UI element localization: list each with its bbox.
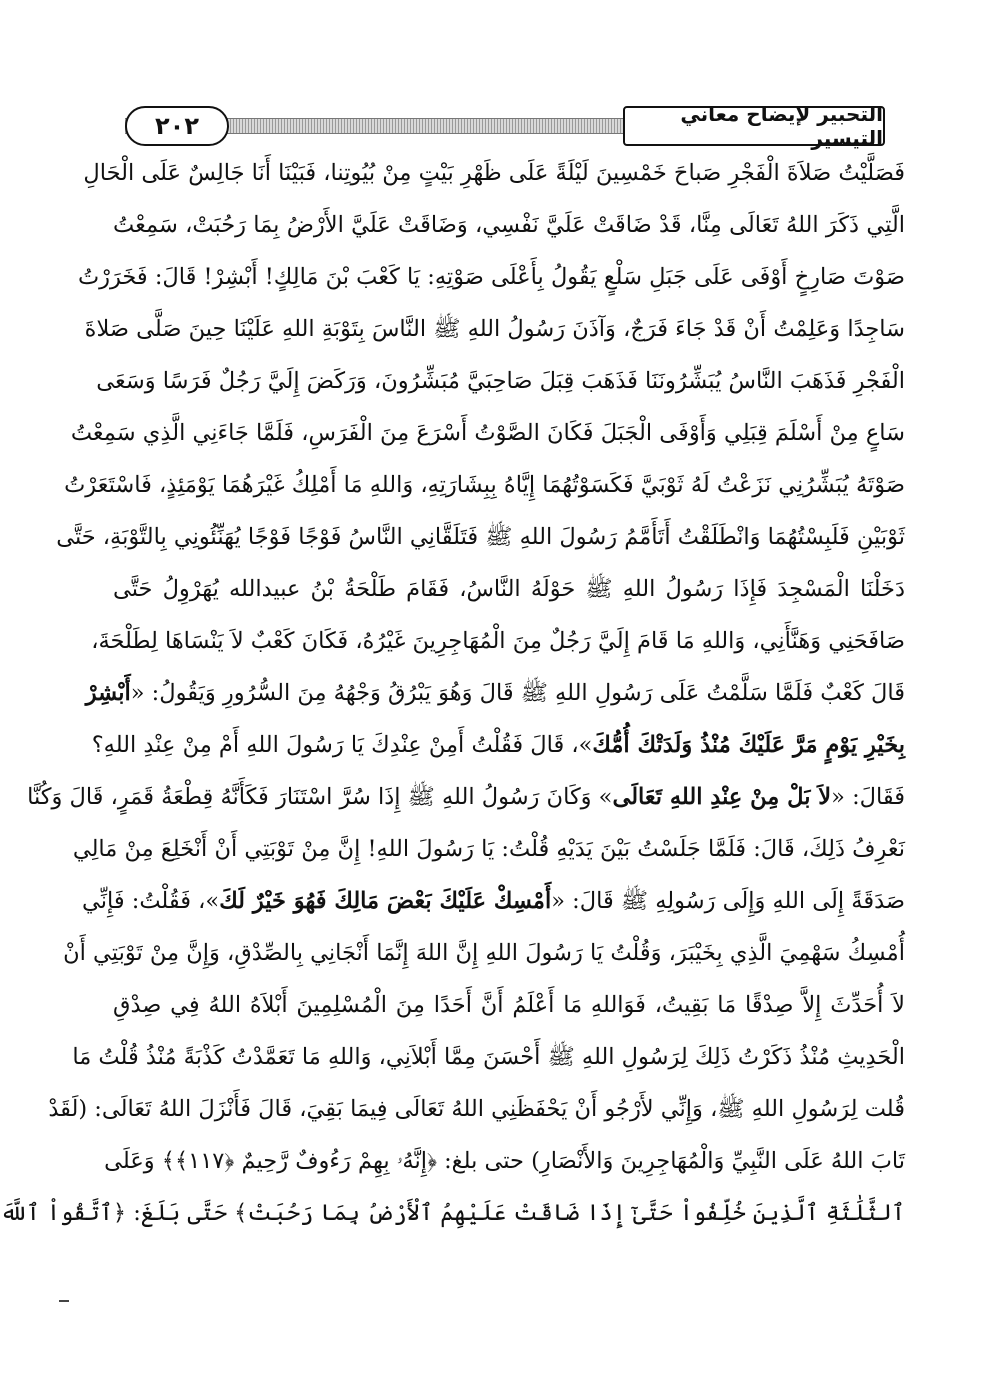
text-segment: سَاجِدًا وَعَلِمْتُ أَنْ قَدْ جَاءَ فَرَجٌ، وَآذَنَ رَسُولُ اللهِ ﷺ النَّاسَ بِتَوْبَةِ اللهِ عَلَيْنَا حِينَ صَلَّى صَلاةَ — [84, 316, 905, 342]
text-line — [113, 979, 905, 1031]
text-segment: لاَ أُحَدِّثَ إِلاَّ صِدْقًا مَا بَقِيتُ، فَوَاللهِ مَا أَعْلَمُ أَنَّ أَحَدًا مِنَ الْمُسْلِمِينَ أَبْلاَهُ اللهُ فِي صِدْقِ — [113, 992, 905, 1018]
text-line — [77, 251, 905, 303]
text-segment: قُلت لِرَسُولِ اللهِ ﷺ، وَإِنِّي لأَرْجُو أَنْ يَحْفَظَنِي اللهُ تَعَالَى فِيمَا بَقِيَ، قَالَ فَأَنْزَلَ اللهُ تَعَالَى: (لَقَدْ — [48, 1096, 905, 1122]
text-line — [27, 771, 905, 823]
text-segment: سَاعٍ مِنْ أَسْلَمَ قِبَلِي وَأَوْفَى الْجَبَلَ فَكَانَ الصَّوْتُ أَسْرَعَ مِنَ الْفَرَسِ، فَلَمَّا جَاءَنِي الَّذِي سَمِعْتُ — [70, 420, 905, 446]
page-number: ٢٠٢ — [125, 106, 229, 146]
text-line — [64, 459, 905, 511]
hadith-quote: أَمْسِكْ عَلَيْكَ بَعْضَ مَالِكَ فَهُوَ خَيْرٌ لَكَ — [219, 888, 552, 914]
text-segment: »، قَالَ فَقُلْتُ أَمِنْ عِنْدِكَ يَا رَسُولَ اللهِ أَمْ مِنْ عِنْدِ اللهِ؟ — [91, 732, 593, 758]
text-line — [96, 355, 905, 407]
text-line — [81, 875, 905, 927]
text-segment: »، فَقُلْتُ: فَإِنِّي — [81, 888, 220, 914]
body-text — [0, 147, 905, 1239]
text-segment: ٱلثَّلَٰثَةِ ٱلَّذِينَ خُلِّفُواْ حَتَّىٰٓ إِذَا ضَاقَتْ عَلَيْهِمُ ٱلْأَرْضُ بِمَا رَحُبَتْ﴾ حَتَّى بَلَغَ: ﴿ٱتَّقُواْ ٱللَّهَ — [0, 1200, 905, 1226]
text-line — [83, 147, 905, 199]
text-segment: » وَكَانَ رَسُولُ اللهِ ﷺ إِذَا سُرَّ اسْتَنَارَ فَكَأَنَّهُ قِطْعَةُ قَمَرٍ، قَالَ وَكُنَّا — [27, 784, 613, 810]
text-line — [91, 615, 905, 667]
text-line — [113, 199, 905, 251]
hadith-quote: بِخَيْرِ يَوْمٍ مَرَّ عَلَيْكَ مُنْذُ وَلَدَتْكَ أُمُّكَ — [592, 732, 905, 758]
text-line — [72, 823, 905, 875]
text-segment: نَعْرِفُ ذَلِكَ، قَالَ: فَلَمَّا جَلَسْتُ بَيْنَ يَدَيْهِ قُلْتُ: يَا رَسُولَ اللهِ! إِنَّ مِنْ تَوْبَتِي أَنْ أَنْخَلِعَ مِنْ مَالِي — [72, 836, 905, 862]
page-header — [125, 104, 885, 148]
text-line — [63, 927, 905, 979]
text-line — [0, 1187, 905, 1239]
text-segment: فَصَلَّيْتُ صَلاَةَ الْفَجْرِ صَباحَ خَمْسِينَ لَيْلَةً عَلَى ظَهْرِ بَيْتٍ مِنْ بُيُوتِنا، فَبَيْنَا أَنَا جَالِسٌ عَلَى الْحَالِ — [83, 160, 905, 186]
text-segment: أُمْسِكُ سَهْمِيَ الَّذِي بِخَيْبَرَ، وَقُلْتُ يَا رَسُولَ اللهِ إِنَّ اللهَ إِنَّمَا أَنْجَانِي بِالصِّدْقِ، وَإِنَّ مِنْ تَوْبَتِي أَنْ — [63, 940, 905, 966]
text-segment: تَابَ اللهُ عَلَى النَّبِيِّ وَالْمُهَاجِرِينَ وَالأَنْصَارِ) حتى بلغ: ﴿إِنَّهُۥ بِهِمْ رَءُوفٌ رَّحِيمٌ ﴿١١٧﴾﴾ وَعَلَى — [104, 1148, 905, 1174]
text-segment: دَخَلْنَا الْمَسْجِدَ فَإِذَا رَسُولُ اللهِ ﷺ حَوْلَهُ النَّاسُ، فَقَامَ طَلْحَةُ بْنُ عبيدالله يُهَرْوِلُ حَتَّى — [113, 576, 905, 602]
text-segment: الْفَجْرِ فَذَهَبَ النَّاسُ يُبَشِّرُونَنَا فَذَهَبَ قِبَلَ صَاحِبَيَّ مُبَشِّرُونَ، وَرَكَضَ إِلَيَّ رَجُلٌ فَرَسًا وَسَعَى — [96, 368, 905, 394]
margin-mark — [59, 1300, 69, 1302]
text-line — [56, 511, 905, 563]
text-segment: ثَوْبَيْنِ فَلَبِسْتُهُمَا وَانْطَلَقْتُ أَتَأَمَّمُ رَسُولَ اللهِ ﷺ فَتَلَقَّانِي النَّاسُ فَوْجًا فَوْجًا يُهَنِّئُونِي بِالتَّوْبَةِ، حَتَّى — [56, 524, 905, 550]
text-line — [91, 719, 905, 771]
text-segment: فَقَالَ: « — [831, 784, 905, 810]
text-line — [113, 563, 905, 615]
text-segment: الَّتِي ذَكَرَ اللهُ تَعَالَى مِنَّا، قَدْ ضَاقَتْ عَلَيَّ نَفْسِي، وَضَاقَتْ عَلَيَّ الأَرْضُ بِمَا رَحُبَتْ، سَمِعْتُ — [113, 212, 905, 238]
text-segment: صَوْتَهُ يُبَشِّرُنِي نَزَعْتُ لَهُ ثَوْبَيَّ فَكَسَوْتُهُمَا إِيَّاهُ بِبِشَارَتِهِ، وَاللهِ مَا أَمْلِكُ غَيْرَهُمَا يَوْمَئِذٍ، فَاسْتَعَرْتُ — [64, 472, 905, 498]
text-line — [48, 1083, 905, 1135]
text-segment: صَوْتَ صَارِخٍ أَوْفَى عَلَى جَبَلِ سَلْعٍ يَقُولُ بِأَعْلَى صَوْتِهِ: يَا كَعْبَ بْنَ مَالِكٍ! أَبْشِرْ! قَالَ: فَخَرَرْتُ — [77, 264, 905, 290]
text-line — [104, 1135, 905, 1187]
text-line — [72, 1031, 905, 1083]
text-segment: صَدَقَةً إِلَى اللهِ وَإِلَى رَسُولِهِ ﷺ قَالَ: « — [551, 888, 905, 914]
text-line — [70, 407, 905, 459]
text-segment: الْحَدِيثِ مُنْذُ ذَكَرْتُ ذَلِكَ لِرَسُولِ اللهِ ﷺ أَحْسَنَ مِمَّا أَبْلاَنِي، وَاللهِ مَا تَعَمَّدْتُ كَذْبَةً مُنْذُ قُلْتُ مَا — [72, 1044, 905, 1070]
book-title: التحبير لإيضاح معاني التيسير — [623, 106, 885, 146]
hadith-quote: أَبْشِرْ — [85, 680, 131, 706]
text-segment: قَالَ كَعْبٌ فَلَمَّا سَلَّمْتُ عَلَى رَسُولِ اللهِ ﷺ قَالَ وَهُوَ يَبْرُقُ وَجْهُهُ مِنَ السُّرُورِ وَيَقُولُ: « — [130, 680, 905, 706]
text-line — [84, 303, 905, 355]
hadith-quote: لاَ بَلْ مِنْ عِنْدِ اللهِ تَعَالَى — [612, 784, 832, 810]
text-line — [85, 667, 905, 719]
text-segment: صَافَحَنِي وَهَنَّأَنِي، وَاللهِ مَا قَامَ إِلَيَّ رَجُلٌ مِنَ الْمُهَاجِرِينَ غَيْرُهُ، فَكَانَ كَعْبٌ لاَ يَنْسَاهَا لِطَلْحَةَ، — [91, 628, 905, 654]
